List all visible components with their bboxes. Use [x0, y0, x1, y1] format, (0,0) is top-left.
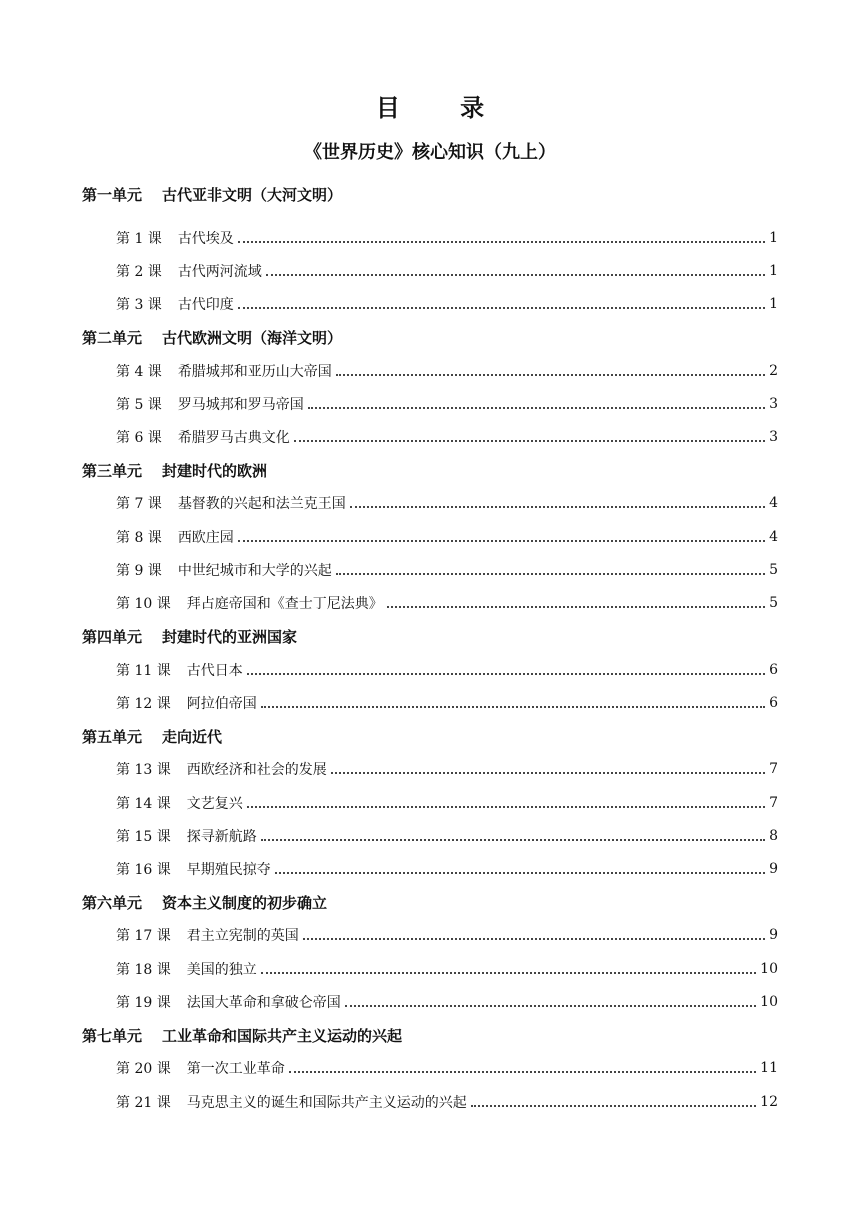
lesson-number: 第 19 课 — [116, 994, 171, 1011]
page-number: 11 — [760, 1060, 778, 1077]
toc-entry[interactable] — [82, 487, 778, 520]
unit-title: 古代亚非文明（大河文明） — [162, 186, 343, 204]
page-number: 9 — [769, 861, 778, 878]
page-number: 2 — [769, 362, 778, 379]
dot-leader — [247, 673, 765, 675]
unit-number: 第五单元 — [82, 727, 143, 746]
lesson-number: 第 17 课 — [116, 928, 171, 945]
lesson-number: 第 14 课 — [116, 795, 171, 812]
lesson-title: 西欧经济和社会的发展 — [186, 762, 327, 779]
toc-entry[interactable] — [82, 985, 778, 1018]
page-number: 3 — [769, 395, 778, 412]
unit-title: 封建时代的欧洲 — [162, 461, 268, 480]
lesson-number: 第 1 课 — [116, 230, 162, 247]
unit-title: 资本主义制度的初步确立 — [162, 893, 328, 912]
lesson-title: 基督教的兴起和法兰克王国 — [177, 496, 346, 513]
dot-leader — [261, 706, 765, 708]
lesson-title: 文艺复兴 — [186, 795, 243, 812]
page-number: 4 — [769, 495, 778, 512]
lesson-title: 阿拉伯帝国 — [186, 695, 257, 712]
dot-leader — [308, 407, 765, 409]
lesson-title: 古代两河流域 — [177, 263, 262, 280]
unit-title: 封建时代的亚洲国家 — [162, 627, 298, 646]
unit-heading — [82, 454, 778, 487]
dot-leader — [238, 307, 765, 309]
unit-title: 工业革命和国际共产主义运动的兴起 — [162, 1026, 403, 1045]
unit-number: 第二单元 — [82, 328, 143, 347]
unit-title: 古代欧洲文明（海洋文明） — [162, 328, 343, 347]
toc-entry[interactable] — [82, 819, 778, 852]
dot-leader — [345, 1005, 756, 1007]
lesson-title: 探寻新航路 — [186, 828, 257, 845]
page-number: 1 — [769, 296, 778, 313]
lesson-title: 罗马城邦和罗马帝国 — [177, 396, 304, 413]
toc-entry[interactable] — [82, 919, 778, 952]
dot-leader — [261, 839, 765, 841]
page-number: 1 — [769, 262, 778, 279]
lesson-title: 君主立宪制的英国 — [186, 928, 299, 945]
toc-entry[interactable] — [82, 221, 778, 254]
dot-leader — [303, 938, 765, 940]
lesson-number: 第 5 课 — [116, 396, 162, 413]
dot-leader — [336, 573, 765, 575]
unit-number: 第四单元 — [82, 627, 143, 646]
lesson-number: 第 3 课 — [116, 297, 162, 314]
lesson-title: 马克思主义的诞生和国际共产主义运动的兴起 — [186, 1094, 467, 1111]
dot-leader — [266, 274, 765, 276]
lesson-number: 第 12 课 — [116, 695, 171, 712]
lesson-number: 第 13 课 — [116, 762, 171, 779]
unit-heading — [82, 886, 778, 919]
lesson-number: 第 6 课 — [116, 430, 162, 447]
dot-leader — [289, 1071, 756, 1073]
table-of-contents — [82, 178, 778, 1118]
page-number: 7 — [769, 794, 778, 811]
page-number: 10 — [760, 960, 778, 977]
dot-leader — [238, 241, 765, 243]
spacer — [82, 211, 778, 221]
unit-number: 第三单元 — [82, 461, 143, 480]
toc-entry[interactable] — [82, 288, 778, 321]
lesson-title: 美国的独立 — [186, 961, 257, 978]
lesson-number: 第 10 课 — [116, 596, 171, 613]
lesson-number: 第 16 课 — [116, 862, 171, 879]
lesson-number: 第 21 课 — [116, 1094, 171, 1111]
unit-number: 第一单元 — [82, 186, 143, 204]
toc-entry[interactable] — [82, 753, 778, 786]
lesson-title: 西欧庄园 — [177, 529, 234, 546]
dot-leader — [336, 374, 765, 376]
toc-entry[interactable] — [82, 686, 778, 719]
lesson-number: 第 2 课 — [116, 263, 162, 280]
unit-heading — [82, 178, 778, 211]
page-number: 1 — [769, 229, 778, 246]
lesson-number: 第 7 课 — [116, 496, 162, 513]
page-number: 5 — [769, 562, 778, 579]
page-subtitle: 《世界历史》核心知识（九上） — [304, 142, 556, 163]
toc-entry[interactable] — [82, 653, 778, 686]
lesson-title: 古代埃及 — [177, 230, 234, 247]
page-number: 10 — [760, 993, 778, 1010]
dot-leader — [471, 1105, 756, 1107]
unit-number: 第七单元 — [82, 1026, 143, 1045]
page-number: 6 — [769, 694, 778, 711]
lesson-number: 第 4 课 — [116, 363, 162, 380]
dot-leader — [275, 872, 765, 874]
dot-leader — [350, 506, 765, 508]
lesson-number: 第 18 课 — [116, 961, 171, 978]
lesson-number: 第 8 课 — [116, 529, 162, 546]
toc-entry[interactable] — [82, 520, 778, 553]
unit-heading — [82, 720, 778, 753]
lesson-title: 希腊罗马古典文化 — [177, 430, 290, 447]
toc-entry[interactable] — [82, 254, 778, 287]
unit-heading — [82, 1019, 778, 1052]
page-number: 12 — [760, 1093, 778, 1110]
page-number: 9 — [769, 927, 778, 944]
lesson-number: 第 11 课 — [116, 662, 171, 679]
toc-entry[interactable] — [82, 1085, 778, 1118]
page-number: 7 — [769, 761, 778, 778]
dot-leader — [294, 440, 765, 442]
lesson-number: 第 20 课 — [116, 1061, 171, 1078]
toc-entry[interactable] — [82, 553, 778, 586]
dot-leader — [238, 540, 765, 542]
toc-entry[interactable] — [82, 420, 778, 453]
lesson-number: 第 15 课 — [116, 828, 171, 845]
dot-leader — [387, 606, 765, 608]
unit-title: 走向近代 — [162, 727, 223, 746]
toc-entry[interactable] — [82, 952, 778, 985]
unit-heading — [82, 620, 778, 653]
dot-leader — [247, 806, 765, 808]
page-title: 目 录 — [375, 94, 511, 122]
page-number: 6 — [769, 661, 778, 678]
toc-entry[interactable] — [82, 354, 778, 387]
lesson-title: 早期殖民掠夺 — [186, 862, 271, 879]
lesson-title: 法国大革命和拿破仑帝国 — [186, 994, 341, 1011]
toc-entry[interactable] — [82, 1052, 778, 1085]
lesson-title: 中世纪城市和大学的兴起 — [177, 563, 332, 580]
lesson-number: 第 9 课 — [116, 563, 162, 580]
page-number: 8 — [769, 827, 778, 844]
lesson-title: 希腊城邦和亚历山大帝国 — [177, 363, 332, 380]
unit-number: 第六单元 — [82, 893, 143, 912]
toc-entry[interactable] — [82, 587, 778, 620]
page-number: 5 — [769, 595, 778, 612]
lesson-title: 第一次工业革命 — [186, 1061, 285, 1078]
dot-leader — [331, 772, 765, 774]
toc-entry[interactable] — [82, 387, 778, 420]
lesson-title: 拜占庭帝国和《查士丁尼法典》 — [186, 596, 383, 613]
dot-leader — [261, 972, 756, 974]
page-number: 4 — [769, 528, 778, 545]
lesson-title: 古代印度 — [177, 297, 234, 314]
toc-entry[interactable] — [82, 852, 778, 885]
page-number: 3 — [769, 429, 778, 446]
lesson-title: 古代日本 — [186, 662, 243, 679]
toc-entry[interactable] — [82, 786, 778, 819]
unit-heading — [82, 321, 778, 354]
